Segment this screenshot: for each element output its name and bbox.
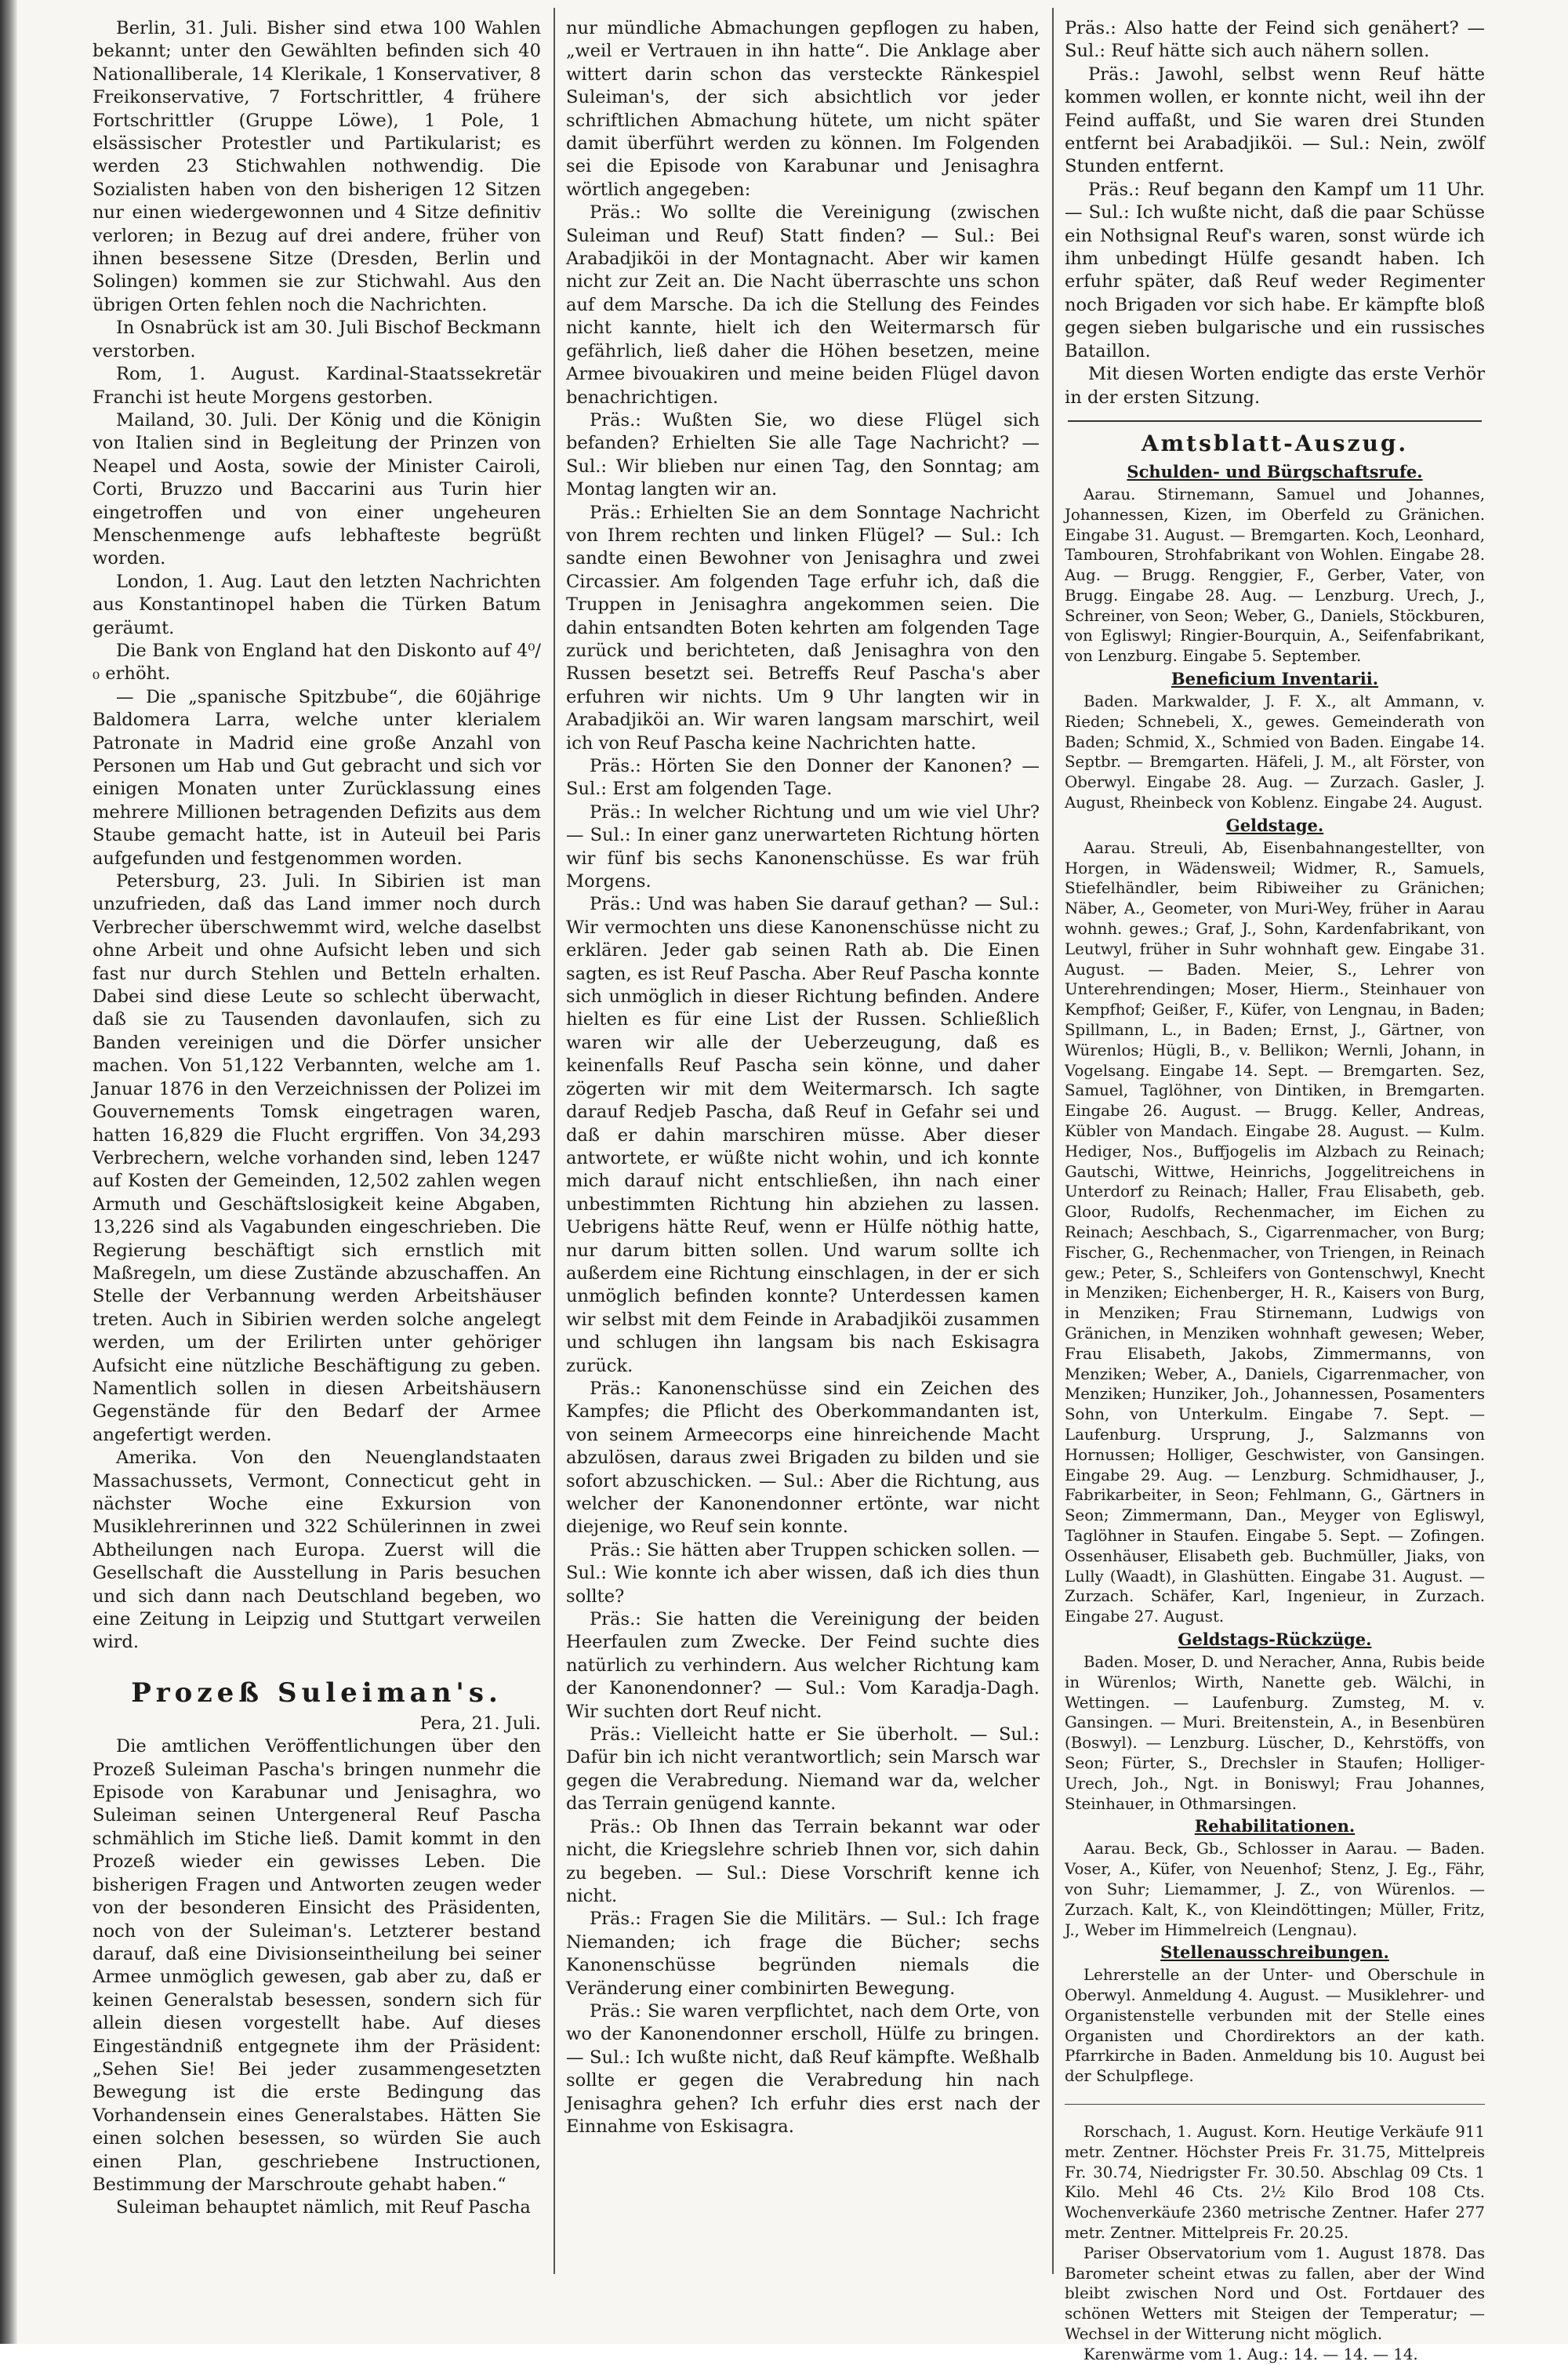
trial-dialogue: Präs.: Vielleicht hatte er Sie überholt. — Sul.: Dafür bin ich nicht verantwortlich; sein Marsch war gegen die Verabredung. Niemand war da, welcher das Terrain genügend kannte. — [566, 1724, 1040, 1815]
trial-dialogue: Präs.: In welcher Richtung und um wie viel Uhr? — Sul.: In einer ganz unerwarteten Richtung hörten wir fünf bis sechs Kanonenschüsse. Es war früh Morgens. — [566, 801, 1040, 892]
amtsblatt-title: Amtsblatt-Auszug. — [1141, 430, 1409, 456]
trial-paragraph: Die amtlichen Veröffentlichungen über den Prozeß Suleiman Pascha's bringen nunmehr die Episode von Karabunar und Jenisaghra, wo Suleiman seinen Untergeneral Reuf Pascha schmählich im Stiche ließ. Damit kommt in den Prozeß wieder ein gewisses Leben. Die bisherigen Fragen und Antworten zeugen weder von der besonderen Einsicht des Präsidenten, noch von der Suleiman's. Letzterer bestand darauf, daß eine Divisionseintheilung bei seiner Armee unmöglich gewesen, gab aber zu, daß er keinen Generalstab besessen, sondern sich für allein diesen vorgestellt habe. Auf dieses Eingeständniß entgegnete ihm der Präsident: „Sehen Sie! Bei jeder zusammengesetzten Bewegung ist die erste Bedingung das Vorhandensein eines Generalstabes. Hätten Sie einen solchen besessen, so würden Sie auch einen Plan, geschriebene Instructionen, Bestimmung der Marschroute gehabt haben.“ — [93, 1736, 541, 2195]
rueckzuege-entry: Baden. Moser, D. und Neracher, Anna, Rubis beide in Würenlos; Wirth, Nanette geb. Wälchi, in Wettingen. — Laufenburg. Zumsteg, M. v. Gansingen. — Muri. Breitenstein, A., in Besenbüren (Boswyl). — Lenzburg. Lüscher, D., Kehrstöffs, von Seon; Fürter, S., Drechsler in Staufen; Holliger-Urech, Joh., Ngt. in Boniswyl; Frau Johannes, Steinhauer, in Othmarsingen. — [1065, 1652, 1485, 1813]
article-headline: Prozeß Suleiman's. — [131, 1677, 503, 1709]
trial-dialogue: Präs.: Reuf begann den Kampf um 11 Uhr. — Sul.: Ich wußte nicht, daß die paar Schüsse ein Nothsignal Reuf's waren, sonst würde ich ihm unbedingt Hülfe gesandt haben. Ich erfuhr später, daß Reuf weder Regimenter noch Brigaden vor sich habe. Er kämpfte bloß gegen sieben bulgarische und ein russisches Bataillon. — [1065, 179, 1485, 361]
column-rule-1 — [554, 8, 555, 2274]
article-dateline: Pera, 21. Juli. — [419, 1713, 541, 1734]
column-2 — [566, 17, 1040, 2260]
market-divider — [1065, 2104, 1485, 2105]
geldstage-entry: Aarau. Streuli, Ab, Eisenbahnangestellter, von Horgen, in Wädensweil; Widmer, R., Samuels, Stiefelhändler, beim Ribiweiher zu Gränichen; Näber, A., Geometer, von Muri-Wey, früher in Aarau wohnh. gewes.; Graf, J., Sohn, Kardenfabrikant, von Leutwyl, früher in Suhr wohnhaft gew. Eingabe 31. August. — Baden. Meier, S., Lehrer von Unterehrendingen; Moser, Hierm., Steinhauer von Kempfhof; Geißer, F., Küfer, von Lengnau, in Baden; Spillmann, L., in Baden; Ernst, J., Gärtner, von Würenlos; Hügli, B., v. Bellikon; Wernli, Johann, in Vogelsang. Eingabe 14. Sept. — Bremgarten. Sez, Samuel, Taglöhner, von Dintiken, in Bremgarten. Eingabe 26. August. — Brugg. Keller, Andreas, Kübler von Mandach. Eingabe 28. August. — Kulm. Hediger, Nos., Buffjogelis im Alzbach zu Reinach; Gautschi, Wittwe, Heinrichs, Joggelitreichens in Unterdorf zu Reinach; Haller, Frau Elisabeth, geb. Gloor, Rudolfs, Rechenmacher, im Eichen zu Reinach; Aeschbach, S., Cigarrenmacher, von Burg; Fischer, G., Rechenmacher, von Triengen, in Reinach gew.; Peter, S., Schleifers von Gontenschwyl, Knecht in Menziken; Eichenberger, H. R., Kaisers von Burg, in Menziken; Frau Stirnemann, Ludwigs von Gränichen, in Menziken wohnhaft gewesen; Weber, Frau Elisabeth, Jakobs, Zimmermanns, von Menziken; Weber, A., Daniels, Cigarrenmacher, von Menziken; Hunziker, Joh., Johannessen, Posamenters Sohn, von Unterkulm. Eingabe 7. Sept. — Laufenburg. Ursprung, J., Salzmanns von Hornussen; Holliger, Geschwister, von Gansingen. Eingabe 29. Aug. — Lenzburg. Schmidhauser, J., Fabrikarbeiter, in Seon; Fehlmann, G., Gärtners in Seon; Zimmermann, Dan., Meyger von Egliswyl, Taglöhner in Staufen. Eingabe 5. Sept. — Zofingen. Ossenhäuser, Elisabeth geb. Buchmüller, Jiaks, von Lully (Waadt), in Glashütten. Eingabe 31. August. — Zurzach. Schäfer, Karl, Ingenieur, in Zurzach. Eingabe 27. August. — [1065, 838, 1485, 1626]
trial-dialogue: Präs.: Fragen Sie die Militärs. — Sul.: Ich frage Niemanden; ich frage die Bücher; sechs Kanonenschüsse begründen niemals die Veränderung einer combinirten Bewegung. — [566, 1909, 1040, 1999]
trial-dialogue: Präs.: Wo sollte die Vereinigung (zwischen Suleiman und Reuf) Statt finden? — Sul.: Bei Arabadjiköi in der Montagnacht. Aber wir kamen nicht zur Zeit an. Die Nacht überraschte uns schon auf dem Marsche. Da ich die Stellung des Feindes nicht kannte, hielt ich den Weitermarsch für gefährlich, ließ daher die Höhen besetzen, meine Armee bivouakiren und meine beiden Flügel davon benachrichtigen. — [566, 202, 1040, 408]
news-madrid: — Die „spanische Spitzbube“, die 60jährige Baldomera Larra, welche unter klerialem Patronate in Madrid eine große Anzahl von Personen um Hab und Gut gebracht und sich vor einigen Monaten unter Zurücklassung eines mehrere Millionen betragenden Defizits aus dem Staube gemacht hatte, ist in Auteuil bei Paris aufgefunden und festgenommen worden. — [93, 686, 541, 869]
beneficium-entry: Baden. Markwalder, J. F. X., alt Ammann, v. Rieden; Schnebeli, X., gewes. Gemeinderath von Baden; Schmid, X., Schmied von Baden. Eingabe 14. Septbr. — Bremgarten. Häfeli, J. M., alt Förster, von Oberwyl. Eingabe 28. Aug. — Zurzach. Gasler, J. August, Rheinbeck von Koblenz. Eingabe 24. August. — [1065, 692, 1485, 812]
trial-dialogue: Präs.: Sie hatten die Vereinigung der beiden Heerfaulen zum Zwecke. Der Feind suchte dies natürlich zu verhindern. Aus welcher Richtung kam der Kanonendonner? — Sul.: Vom Karadja-Dagh. Wir suchten dort Reuf nicht. — [566, 1609, 1040, 1722]
column-3 — [1065, 17, 1485, 2363]
rueckzuege-title: Geldstags-Rückzüge. — [1178, 1629, 1372, 1649]
trial-dialogue: Präs.: Kanonenschüsse sind ein Zeichen des Kampfes; die Pflicht des Oberkommandanten ist, von seinem Armeecorps eine hinreichende Macht abzulösen, daraus zwei Brigaden zu bilden und sie sofort abzuschicken. — Sul.: Aber die Richtung, aus welcher der Kanonendonner ertönte, war nicht diejenige, wo Reuf sein konnte. — [566, 1378, 1040, 1538]
amtsblatt-notices — [1065, 460, 1485, 2365]
geldstage-title: Geldstage. — [1225, 815, 1324, 835]
news-osnabrueck: In Osnabrück ist am 30. Juli Bischof Beckmann verstorben. — [93, 318, 541, 361]
trial-dialogue: Präs.: Hörten Sie den Donner der Kanonen? — Sul.: Erst am folgenden Tage. — [566, 756, 1040, 800]
trial-paragraph: nur mündliche Abmachungen gepflogen zu haben, „weil er Vertrauen in ihn hatte“. Die Anklage aber wittert darin schon das versteckte Ränkespiel Suleiman's, der sich absichtlich vor jeder schriftlichen Abmachung hütete, um nicht später damit überführt werden zu können. Im Folgenden sei die Episode von Karabunar und Jenisaghra wörtlich angegeben: — [566, 18, 1040, 200]
news-mailand: Mailand, 30. Juli. Der König und die Königin von Italien sind in Begleitung der Prinzen von Neapel und Aosta, sowie der Minister Cairoli, Corti, Bruzzo und Baccarini aus Turin hier eingetroffen und von einer ungeheuren Menschenmenge aufs lebhafteste begrüßt worden. — [93, 409, 541, 569]
column-rule-2 — [1052, 8, 1054, 2274]
trial-dialogue: Präs.: Also hatte der Feind sich genähert? — Sul.: Reuf hätte sich auch nähern sollen. — [1065, 18, 1485, 62]
trial-paragraph: Suleiman behauptet nämlich, mit Reuf Pascha — [116, 2197, 531, 2218]
stellen-title: Stellenausschreibungen. — [1160, 1942, 1389, 1963]
stellen-entry: Lehrerstelle an der Unter- und Oberschule in Oberwyl. Anmeldung 4. August. — Musiklehrer- und Organistenstelle verbunden mit der Stelle eines Organisten und Chordirektors an der kath. Pfarrkirche in Baden. Anmeldung bis 10. August bei der Schulpflege. — [1065, 1966, 1485, 2086]
news-berlin: Berlin, 31. Juli. Bisher sind etwa 100 Wahlen bekannt; unter den Gewählten befinden sich 40 Nationalliberale, 14 Klerikale, 1 Konservativer, 8 Freikonservative, 7 Fortschrittler, 4 frühere Fortschrittler (Gruppe Löwe), 1 Pole, 1 elsässischer Protestler und Partikularist; es werden 23 Stichwahlen nothwendig. Die Sozialisten haben von den bisherigen 12 Sitzen nur einen wiedergewonnen und 4 Sitze definitiv verloren; in Bezug auf drei andere, früher von ihnen besessene Sitze (Dresden, Berlin und Solingen) kommen sie zur Stichwahl. Aus den übrigen Orten fehlen noch die Nachrichten. — [93, 18, 541, 315]
scan-binding-edge — [0, 0, 17, 2344]
rehab-title: Rehabilitationen. — [1194, 1816, 1356, 1836]
rehab-entry: Aarau. Beck, Gb., Schlosser in Aarau. — Baden. Voser, A., Küfer, von Neuenhof; Stenz, J. Eg., Fähr, von Suhr; Liemammer, J. Z., von Würenlos. — Zurzach. Kalt, K., von Kleindöttingen; Müller, Fritz, J., Weber im Himmelreich (Lengnau). — [1065, 1840, 1485, 1939]
news-amerika: Amerika. Von den Neuenglandstaaten Massachussets, Vermont, Connecticut geht in nächster Woche eine Exkursion von Musiklehrerinnen und 322 Schülerinnen in zwei Abtheilungen nach Europa. Zuerst will die Gesellschaft die Ausstellung in Paris besuchen und sich dann nach Deutschland begeben, wo eine Zeitung in Leipzig und Stuttgart verweilen wird. — [93, 1448, 541, 1653]
news-rom: Rom, 1. August. Kardinal-Staatssekretär Franchi ist heute Morgens gestorben. — [93, 364, 541, 408]
market-report: Rorschach, 1. August. Korn. Heutige Verkäufe 911 metr. Zentner. Höchster Preis Fr. 31.75, Mittelpreis Fr. 30.74, Niedrigster Fr. 30.50. Abschlag 09 Cts. 1 Kilo. Mehl 46 Cts. 2½ Kilo Brod 108 Cts. Wochenverkäufe 2360 metrische Zentner. Hafer 277 metr. Zentner. Mittelpreis Fr. 20.25. — [1065, 2123, 1485, 2243]
trial-dialogue: Präs.: Und was haben Sie darauf gethan? — Sul.: Wir vermochten uns diese Kanonenschüsse nicht zu erklären. Jeder gab seinen Rath ab. Die Einen sagten, es ist Reuf Pascha. Aber Reuf Pascha konnte sich unmöglich in dieser Richtung befinden. Andere hielten es für eine List der Russen. Schließlich waren wir alle der Ueberzeugung, daß es keinenfalls Reuf Pascha sein könne, und daher zögerten wir mit dem Weitermarsch. Ich sagte darauf Redjeb Pascha, daß Reuf in Gefahr sei und daß er dahin marschiren müsse. Aber dieser antwortete, er wüßte nicht wohin, und ich konnte mich darauf nicht entschließen, ihn nach einer unbestimmten Richtung hin abziehen zu lassen. Uebrigens hätte Reuf, wenn er Hülfe nöthig hatte, nur darum bitten sollen. Und warum sollte ich außerdem eine Richtung einschlagen, in der er sich unmöglich befinden konnte? Unterdessen kamen wir selbst mit dem Feinde in Arabadjiköi zusammen und schlugen ihn langsam bis nach Eskisagra zurück. — [566, 894, 1040, 1376]
section-divider — [1068, 420, 1482, 422]
trial-dialogue: Präs.: Wußten Sie, wo diese Flügel sich befanden? Erhielten Sie alle Tage Nachricht? — Sul.: Wir blieben nur einen Tag, den Sonntag; am Montag langten wir an. — [566, 409, 1040, 500]
trial-dialogue: Präs.: Erhielten Sie an dem Sonntage Nachricht von Ihrem rechten und linken Flügel? — Sul.: Ich sandte einen Bewohner von Jenisaghra und zwei Circassier. Am folgenden Tage erfuhr ich, daß die Truppen in Jenisaghra angekommen seien. Die dahin entsandten Boten kehrten am folgenden Tage zurück und berichteten, daß Jenisaghra von den Russen besetzt sei. Betreffs Reuf Pascha's aber erfuhren wir nichts. Um 9 Uhr langten wir in Arabadjiköi an. Wir waren langsam marschirt, weil ich von Reuf Pascha keine Nachrichten hatte. — [566, 502, 1040, 754]
news-bank-england: Die Bank von England hat den Diskonto auf 4⁰/₀ erhöht. — [93, 640, 541, 685]
schulden-title: Schulden- und Bürgschaftsrufe. — [1127, 461, 1423, 481]
trial-dialogue: Präs.: Jawohl, selbst wenn Reuf hätte kommen wollen, er konnte nicht, weil ihn der Feind auffaßt, und Sie waren drei Stunden entfernt bei Arabadjiköi. — Sul.: Nein, zwölf Stunden entfernt. — [1065, 64, 1485, 177]
observatory-report: Pariser Observatorium vom 1. August 1878. Das Barometer scheint etwas zu fallen, aber der Wind bleibt zwischen Nord und Ost. Fortdauer des schönen Wetters mit Steigen der Temperatur; — Wechsel in der Witterung nicht möglich. — [1065, 2243, 1485, 2344]
schulden-entry: Aarau. Stirnemann, Samuel und Johannes, Johannessen, Kizen, im Oberfeld zu Gränichen. Eingabe 31. August. — Bremgarten. Koch, Leonhard, Tambouren, Strohfabrikant von Wohlen. Eingabe 28. Aug. — Brugg. Renggier, F., Gerber, Vater, von Brugg. Eingabe 28. Aug. — Lenzburg. Urech, J., Schreiner, von Seon; Weber, G., Daniels, Stöckburen, von Egliswyl; Ringier-Bourquin, A., Seifenfabrikant, von Lenzburg. Eingabe 5. September. — [1065, 485, 1485, 666]
news-london: London, 1. Aug. Laut den letzten Nachrichten aus Konstantinopel haben die Türken Batum geräumt. — [93, 571, 541, 638]
news-petersburg: Petersburg, 23. Juli. In Sibirien ist man unzufrieden, daß das Land immer noch durch Verbrecher überschwemmt wird, welche daselbst ohne Arbeit und ohne Aufsicht leben und sich fast nur durch Stehlen und Betteln erhalten. Dabei sind diese Leute so schlecht überwacht, daß sie zu Tausenden davonlaufen, sich zu Banden vereinigen und die Dörfer unsicher machen. Von 51,122 Verbannten, welche am 1. Januar 1876 in den Verzeichnissen der Polizei im Gouvernements Tomsk eingetragen waren, hatten 16,829 die Flucht ergriffen. Von 34,293 Verbrechern, welche vorhanden sind, leben 1247 auf Kosten der Gemeinden, 12,502 zahlen wegen Armuth und Geschäftslosigkeit keine Abgaben, 13,226 sind als Vagabunden eingeschrieben. Die Regierung beschäftigt sich ernstlich mit Maßregeln, um diese Zustände abzuschaffen. An Stelle der Verbannung werden Arbeitshäuser treten. Auch in Sibirien werden solche angelegt werden, um der Erilirten unter gehöriger Aufsicht eine nützliche Beschäftigung zu geben. Namentlich sollen in diesen Arbeitshäusern Gegenstände für den Bedarf der Armee angefertigt werden. — [93, 871, 541, 1445]
karenwaerme-line: Karenwärme vom 1. Aug.: 14. — 14. — 14. — [1083, 2345, 1418, 2363]
trial-dialogue: Präs.: Ob Ihnen das Terrain bekannt war oder nicht, die Kriegslehre schrieb Ihnen vor, sich dahin zu begeben. — Sul.: Diese Vorschrift kenne ich nicht. — [566, 1816, 1040, 1906]
trial-dialogue: Präs.: Sie waren verpflichtet, nach dem Orte, von wo der Kanonendonner erscholl, Hülfe zu bringen. — Sul.: Ich wußte nicht, daß Reuf kämpfte. Weßhalb sollte er gegen die Verabredung hin nach Jenisaghra gehen? Ich erfuhr dies erst nach der Einnahme von Eskisagra. — [566, 2000, 1040, 2137]
beneficium-title: Beneficium Inventarii. — [1171, 669, 1379, 689]
trial-dialogue: Präs.: Sie hätten aber Truppen schicken sollen. — Sul.: Wie konnte ich aber wissen, daß ich dies thun sollte? — [566, 1539, 1040, 1607]
column-1 — [93, 17, 541, 2260]
trial-closing: Mit diesen Worten endigte das erste Verhör in der ersten Sitzung. — [1065, 364, 1485, 408]
